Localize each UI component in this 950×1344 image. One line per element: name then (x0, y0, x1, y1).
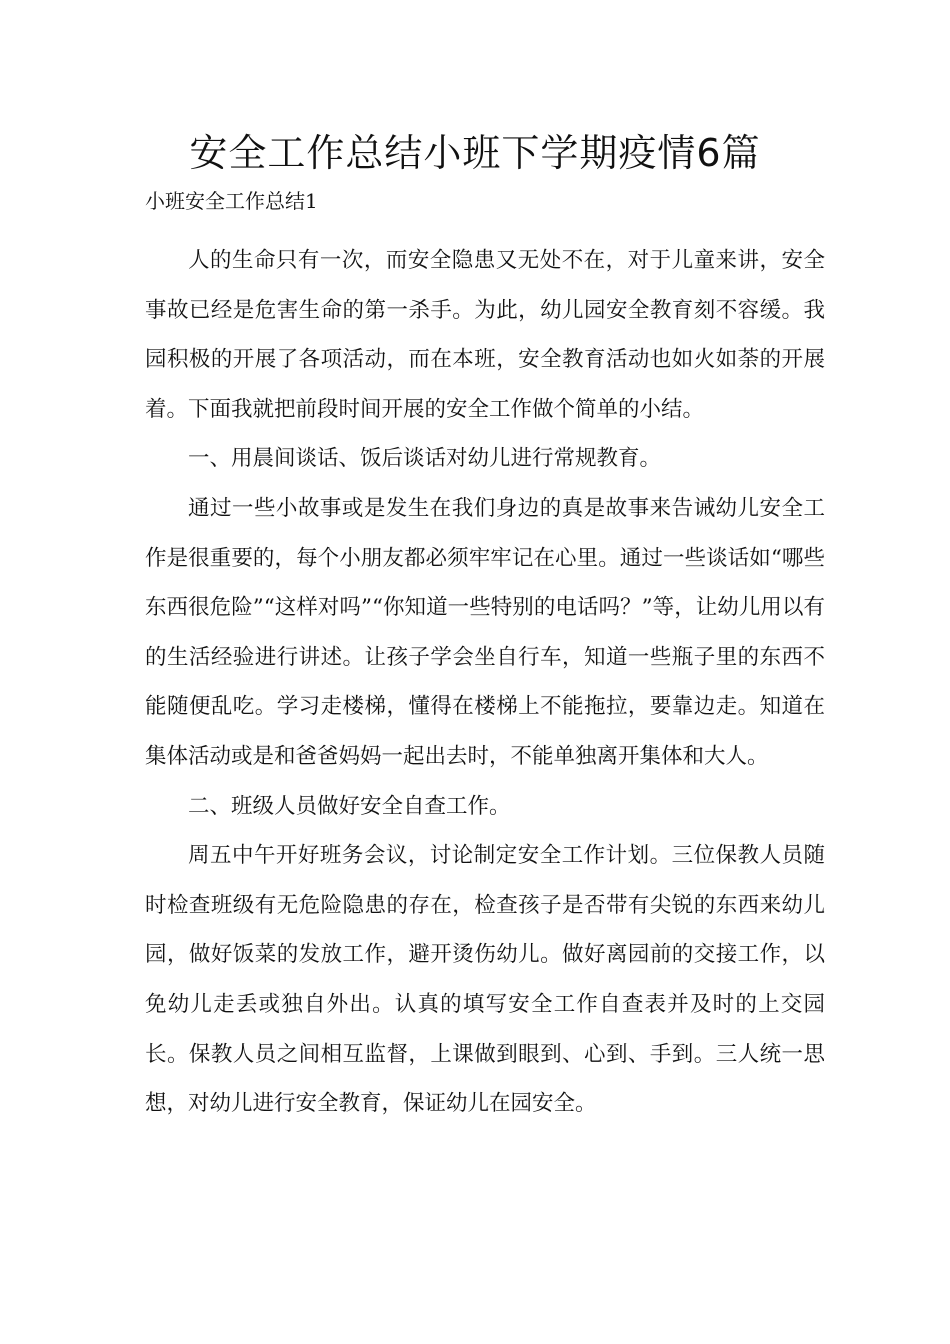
paragraph-heading-1: 一、用晨间谈话、饭后谈话对幼儿进行常规教育。 (188, 446, 662, 472)
paragraph-intro: 人的生命只有一次，而安全隐患又无处不在，对于儿童来讲，安全事故已经是危害生命的第一杀手。为此，幼儿园安全教育刻不容缓。我园积极的开展了各项活动，而在本班，安全教育活动也如火如荼的开展着。下面我就把前段时间开展的安全工作做个简单的小结。 (145, 248, 825, 422)
document-title: 安全工作总结小班下学期疫情6篇 (189, 131, 761, 175)
paragraph-section-1: 通过一些小故事或是发生在我们身边的真是故事来告诫幼儿安全工作是很重要的，每个小朋友都必须牢牢记在心里。通过一些谈话如“哪些东西很危险”“这样对吗”“你知道一些特别的电话吗？”等，让幼儿用以有的生活经验进行讲述。让孩子学会坐自行车，知道一些瓶子里的东西不能随便乱吃。学习走楼梯，懂得在楼梯上不能拖拉，要靠边走。知道在集体活动或是和爸爸妈妈一起出去时，不能单独离开集体和大人。 (145, 495, 825, 769)
paragraph-section-2: 周五中午开好班务会议，讨论制定安全工作计划。三位保教人员随时检查班级有无危险隐患的存在，检查孩子是否带有尖锐的东西来幼儿园，做好饭菜的发放工作，避开烫伤幼儿。做好离园前的交接工作，以免幼儿走丢或独自外出。认真的填写安全工作自查表并及时的上交园长。保教人员之间相互监督，上课做到眼到、心到、手到。三人统一思想，对幼儿进行安全教育，保证幼儿在园安全。 (145, 843, 825, 1117)
section-title: 小班安全工作总结1 (145, 189, 318, 213)
document-body (145, 236, 825, 1129)
paragraph-heading-2: 二、班级人员做好安全自查工作。 (188, 793, 511, 819)
